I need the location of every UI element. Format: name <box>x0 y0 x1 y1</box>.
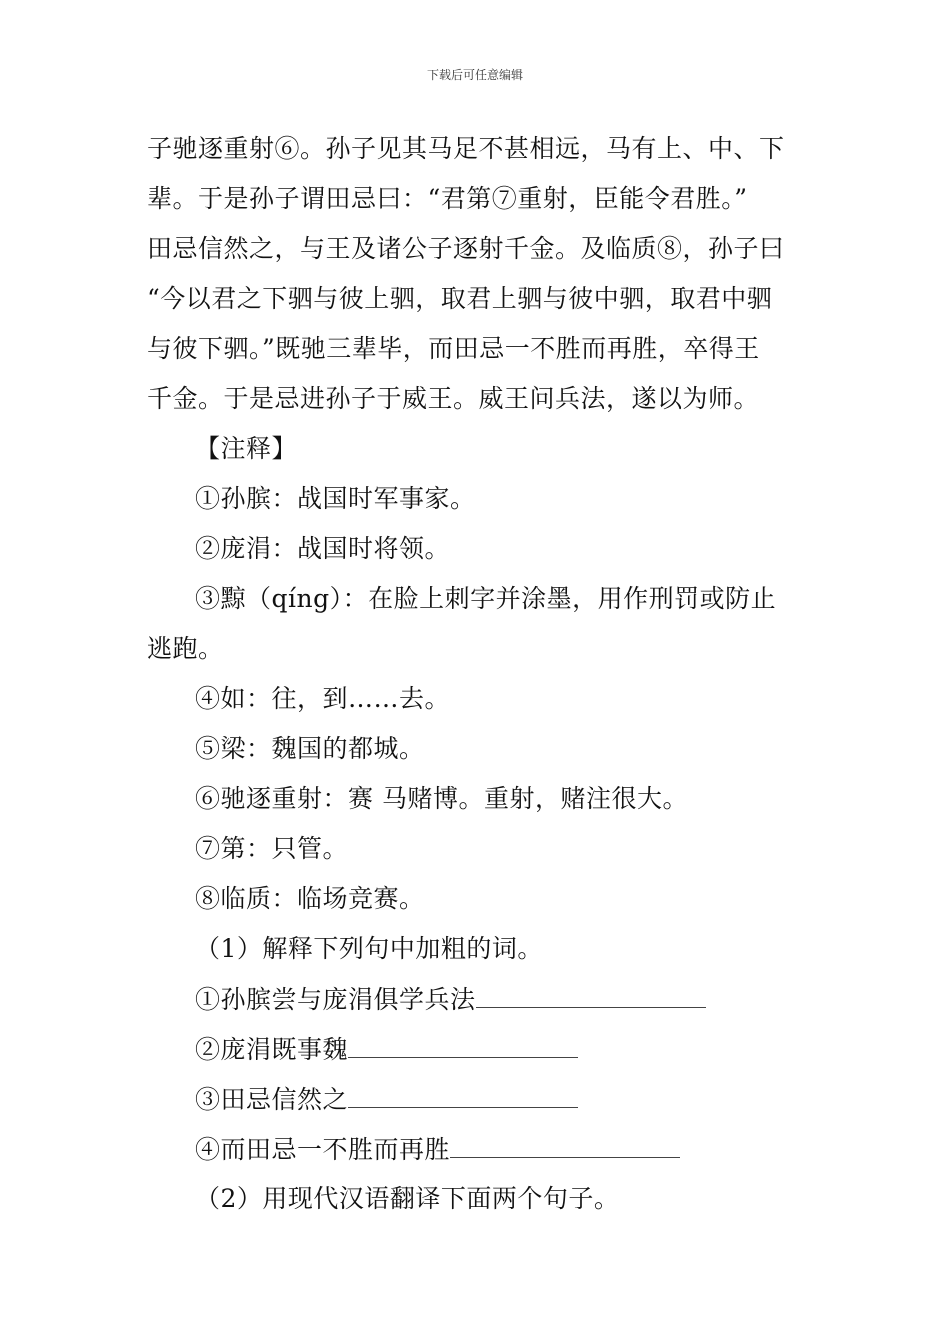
question-text: ④而田忌一不胜而再胜 <box>195 1135 451 1164</box>
question-item <box>195 1133 680 1166</box>
note-item-continued: 逃跑。 <box>147 634 224 663</box>
question-item <box>195 983 706 1016</box>
question-text: ①孙膑尝与庞涓俱学兵法 <box>195 985 476 1014</box>
answer-blank[interactable] <box>476 983 706 1008</box>
question-item <box>195 1083 578 1116</box>
answer-blank[interactable] <box>348 1083 578 1108</box>
question-1: （1）解释下列句中加粗的词。 <box>195 934 543 963</box>
note-item: ①孙膑：战国时军事家。 <box>195 484 476 513</box>
answer-blank[interactable] <box>348 1033 578 1058</box>
note-item: ⑧临质：临场竞赛。 <box>195 884 425 913</box>
passage-line: 辈。于是孙子谓田忌曰：“君第⑦重射，臣能令君胜。” <box>147 184 748 213</box>
note-item: ②庞涓：战国时将领。 <box>195 534 451 563</box>
note-item: ⑥驰逐重射：赛 马赌博。重射，赌注很大。 <box>195 784 688 813</box>
passage-line: 千金。于是忌进孙子于威王。威王问兵法，遂以为师。 <box>147 384 760 413</box>
answer-blank[interactable] <box>450 1133 680 1158</box>
question-text: ③田忌信然之 <box>195 1085 349 1114</box>
note-item: ⑦第：只管。 <box>195 834 349 863</box>
note-item: ⑤梁：魏国的都城。 <box>195 734 425 763</box>
page-header: 下载后可任意编辑 <box>426 68 523 82</box>
passage-line: 子驰逐重射⑥。孙子见其马足不甚相远，马有上、中、下 <box>147 134 785 163</box>
passage-line: 与彼下驷。”既驰三辈毕，而田忌一不胜而再胜，卒得王 <box>147 334 760 363</box>
passage-line: 田忌信然之，与王及诸公子逐射千金。及临质⑧，孙子曰 <box>147 234 785 263</box>
question-2: （2）用现代汉语翻译下面两个句子。 <box>195 1184 620 1213</box>
question-item <box>195 1033 578 1066</box>
question-text: ②庞涓既事魏 <box>195 1035 349 1064</box>
notes-heading: 【注释】 <box>195 434 298 463</box>
note-item: ③黥（qíng）：在脸上刺字并涂墨，用作刑罚或防止 <box>195 584 777 613</box>
note-item: ④如：往，到……去。 <box>195 684 451 713</box>
passage-line: “今以君之下驷与彼上驷，取君上驷与彼中驷，取君中驷 <box>147 284 773 313</box>
